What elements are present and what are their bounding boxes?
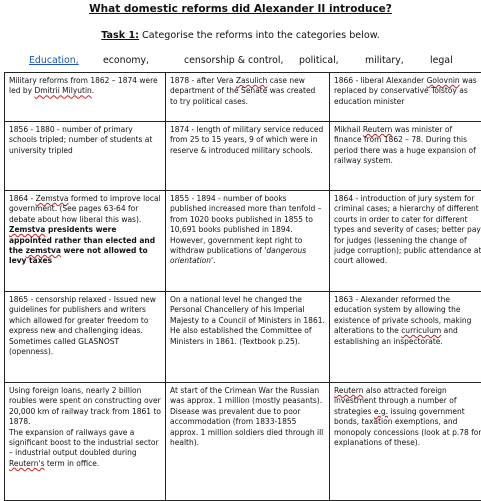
task-label: Task 1: [101, 30, 139, 41]
cell-text-run: 1874 - length of military service reduced from 25 to 15 years, 9 of which were in reserve & introduced military schools. [170, 125, 323, 155]
cell-text-run: and establishing an inspectorate. [334, 326, 458, 345]
cell-text-run: Military reforms from 1862 – 1874 were led by [9, 76, 158, 95]
category-legal: legal [430, 55, 453, 66]
category-censorship: censorship & control, [184, 55, 283, 66]
cell-text-run: 1878 - after Vera [170, 76, 236, 85]
cell-text-run: 1866 - liberal Alexander [334, 76, 427, 85]
reform-card [5, 73, 166, 122]
category-political: political, [299, 55, 339, 66]
cell-text-run: case new department of the Senate was created to try political cases. [170, 76, 315, 106]
cell-text-run: term in office. [44, 459, 99, 468]
cell-text-run: At start of the Crimean War the Russian was approx. 1 million (mostly peasants). Disease was prevalent due to poor accommodation (from 1833-1855 approx. 1 million soldiers died through ill health). [170, 386, 323, 447]
cell-text-run: presidents were appointed rather than elected and the [9, 225, 155, 255]
reform-card [5, 191, 166, 292]
cell-text-run: 'dangerous orientation' [170, 246, 306, 265]
cell-text-run: was replaced by conservative Tolstoy as education minister [334, 76, 477, 106]
cell-text-run: The expansion of railways gave a significant boost to the industrial sector – industrial output doubled during [9, 428, 159, 458]
cell-text-run: . [213, 256, 215, 265]
table-row [5, 191, 481, 292]
cell-text-run: Dmitrii Milyutin [34, 86, 91, 95]
cell-text-run: issuing government bonds, taxation exemptions, and monopoly concessions (look at p.78 for explanations of these). [334, 407, 481, 447]
cell-text-run: was minister of finance from 1862 – 78. During this period there was a huge expansion of railway system. [334, 125, 476, 165]
cell-text-run: Golovnin [427, 76, 460, 85]
cell-text-run: zemstva [26, 246, 61, 255]
table-row [5, 73, 481, 122]
reform-card [330, 73, 481, 122]
reform-card [5, 122, 166, 191]
cell-text-run: Zemstva [9, 225, 45, 234]
category-list [0, 55, 481, 69]
table-row [5, 292, 481, 383]
cell-text-run: Zemstva [36, 194, 69, 203]
cell-text-run: Reutern's [9, 459, 44, 468]
task-instruction [0, 30, 481, 41]
cell-text-run: 1864 - introduction of jury system for criminal cases; a hierarchy of different courts in order to cater for different types and severity of cases; better pay for judges (lessening the change of judge corruption); public attendance at court allowed. [334, 194, 481, 265]
cell-text-run: 1855 - 1894 - number of books published increased more than tenfold – from 1020 books published in 1855 to 10,691 books published in 1894. However, government kept right to withdraw publications of [170, 194, 321, 255]
category-military: military, [365, 55, 404, 66]
cell-text-run: . [92, 86, 94, 95]
reform-card [330, 122, 481, 191]
reforms-table [4, 72, 481, 501]
reform-card [166, 191, 330, 292]
reform-card [5, 383, 166, 501]
reform-card [330, 383, 481, 501]
reform-card [166, 383, 330, 501]
cell-text-run: 1865 - censorship relaxed - Issued new guidelines for publishers and writers which allowed for greater freedom to express new and challenging ideas. Sometimes called GLASNOST (openness). [9, 295, 156, 356]
cell-text-run: On a national level he changed the Personal Chancellery of his Imperial Majesty to a Council of Ministers in 1861. He also established the Committee of Ministers in 1861. (Textbook p.25). [170, 295, 325, 346]
category-education: Education, [29, 55, 79, 66]
cell-text-run: formed to improve local government. (See pages 63-64 for debate about how liberal this was). [9, 194, 161, 224]
table-row [5, 122, 481, 191]
cell-text-run: Zasulich [236, 76, 267, 85]
reform-card [5, 292, 166, 383]
task-text: Categorise the reforms into the categories below. [139, 30, 380, 41]
reform-card [330, 292, 481, 383]
cell-text-run: Reutern [363, 125, 393, 134]
cell-text-run: Using foreign loans, nearly 2 billion roubles were spent on constructing over 20,000 km of railway track from 1861 to 1878. [9, 386, 161, 426]
cell-text-run: also attracted foreign investment through a number of strategies [334, 386, 456, 416]
reform-card [166, 73, 330, 122]
cell-text-run: 1856 - 1880 - number of primary schools tripled; number of students at university tripled [9, 125, 152, 155]
reform-card [166, 122, 330, 191]
cell-text-run: 1864 - [9, 194, 36, 203]
reform-card [330, 191, 481, 292]
cell-text-run: e.g. [374, 407, 388, 416]
reform-card [166, 292, 330, 383]
table-row [5, 383, 481, 501]
cell-text-run: curriculum [401, 326, 441, 335]
cell-text-run: Mikhail [334, 125, 363, 134]
category-economy: economy, [103, 55, 149, 66]
cell-text-run: were not allowed to levy taxes [9, 246, 148, 265]
page-title: What domestic reforms did Alexander II introduce? [0, 3, 481, 15]
cell-text-run: Reutern [334, 386, 364, 395]
cell-text-run: 1863 - Alexander reformed the education system by allowing the existence of private schools, making alterations to the [334, 295, 471, 335]
